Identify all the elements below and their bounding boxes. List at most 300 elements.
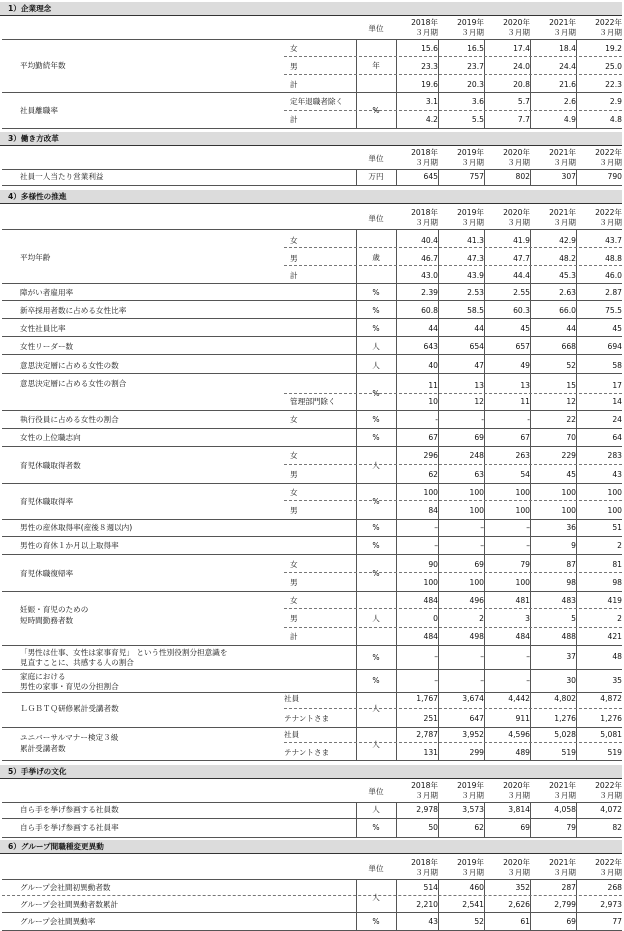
sub-label: 女 [290,415,298,424]
data-value: 100 [561,506,576,515]
row-divider [2,912,622,913]
data-value: 3.6 [471,97,484,106]
data-value: 100 [515,506,530,515]
data-value: 19.6 [421,80,438,89]
data-value: - [435,415,438,424]
row-label: 育児休職取得率 [20,497,74,506]
data-value: 2,210 [416,900,438,909]
data-value: 69 [474,560,484,569]
year-header: 2019年 [457,208,484,217]
unit-header: 単位 [368,154,384,163]
data-value: 657 [515,342,530,351]
data-value: 41.3 [467,236,484,245]
unit-value: % [372,389,380,398]
row-divider [2,669,622,670]
data-value: 100 [515,578,530,587]
sub-label: 女 [290,596,298,605]
data-value: – [434,541,438,550]
data-value: 48.8 [605,254,622,263]
data-value: 802 [515,172,530,181]
data-value: 47.3 [467,254,484,263]
data-value: 100 [469,488,484,497]
data-value: 100 [607,488,622,497]
data-value: 52 [474,917,484,926]
row-divider [284,74,622,75]
data-value: 519 [561,748,576,757]
row-divider [2,837,622,838]
data-value: 98 [612,578,622,587]
row-label: 執行役員に占める女性の割合 [20,415,119,424]
data-value: 483 [561,596,576,605]
data-value: 11 [520,397,530,406]
sub-label: 女 [290,44,298,53]
data-value: 69 [474,433,484,442]
row-divider [284,572,622,573]
unit-value: % [372,676,380,685]
row-divider [2,428,622,429]
data-value: 87 [566,560,576,569]
row-label: 社員一人当たり営業利益 [20,172,104,181]
row-label: 累計受講者数 [20,744,66,753]
year-header: 2018年 [411,858,438,867]
sub-label: 管理部門除く [290,397,336,406]
data-value: 100 [423,488,438,497]
year-header: 2021年 [549,148,576,157]
unit-value: % [372,523,380,532]
section-header: 6）グループ間職種変更異動 [0,840,622,854]
data-value: 2.53 [467,288,484,297]
data-value: 4.2 [425,115,438,124]
data-value: 4,072 [600,805,622,814]
period-header: ３月期 [553,28,576,37]
data-value: 307 [561,172,576,181]
row-divider [284,464,622,465]
data-value: 63 [474,470,484,479]
sub-label: 定年退職者除く [290,97,344,106]
data-value: 4,058 [554,805,576,814]
row-divider [284,608,622,609]
row-divider [284,500,622,501]
sub-label: 男 [290,470,298,479]
data-value: 11 [428,381,438,390]
data-value: 40.4 [421,236,438,245]
data-value: 50 [428,823,438,832]
period-header: ３月期 [599,791,622,800]
data-value: 67 [428,433,438,442]
data-value: 12 [566,397,576,406]
year-header: 2021年 [549,208,576,217]
data-value: 40 [428,361,438,370]
row-label: 女性リーダー数 [20,342,74,351]
data-value: 52 [566,361,576,370]
row-divider [2,895,622,896]
data-value: 30 [566,676,576,685]
data-value: 484 [423,632,438,641]
row-divider [2,519,622,520]
data-value: 20.3 [467,80,484,89]
data-value: 3.1 [425,97,438,106]
data-value: 58 [612,361,622,370]
row-divider [2,818,622,819]
data-value: 643 [423,342,438,351]
period-header: ３月期 [599,218,622,227]
data-value: 299 [469,748,484,757]
data-value: 24.0 [513,62,530,71]
data-value: 100 [607,506,622,515]
row-divider [284,247,622,248]
unit-value: 人 [372,461,380,470]
year-header: 2018年 [411,208,438,217]
row-divider [2,92,622,93]
row-label: 女性社員比率 [20,324,66,333]
data-value: 2.9 [609,97,622,106]
row-label: 短時間勤務者数 [20,616,74,625]
row-divider [2,410,622,411]
data-value: 58.5 [467,306,484,315]
data-value: 100 [515,488,530,497]
data-value: 64 [612,433,622,442]
sub-label: 男 [290,254,298,263]
row-divider [2,554,622,555]
data-value: 484 [515,632,530,641]
data-value: 45 [612,324,622,333]
data-value: 489 [515,748,530,757]
data-value: 23.7 [467,62,484,71]
data-value: 100 [469,578,484,587]
data-value: – [526,541,530,550]
data-value: 7.7 [517,115,530,124]
data-value: – [434,676,438,685]
year-header: 2021年 [549,781,576,790]
row-divider [284,708,622,709]
data-value: 100 [423,578,438,587]
data-value: 62 [474,823,484,832]
data-value: – [434,652,438,661]
unit-value: % [372,917,380,926]
row-divider [2,591,622,592]
year-header: 2020年 [503,858,530,867]
data-value: 16.5 [467,44,484,53]
data-value: 12 [474,397,484,406]
data-value: 69 [566,917,576,926]
year-header: 2018年 [411,781,438,790]
section-header: 5）手挙げの文化 [0,765,622,779]
data-value: 5 [571,614,576,623]
data-value: 70 [566,433,576,442]
row-divider [2,318,622,319]
row-divider [2,645,622,646]
year-header: 2022年 [595,781,622,790]
data-value: 496 [469,596,484,605]
data-value: 43 [428,917,438,926]
year-header: 2019年 [457,18,484,27]
unit-value: 人 [372,361,380,370]
data-value: 24.4 [559,62,576,71]
period-header: ３月期 [599,868,622,877]
unit-header: 単位 [368,787,384,796]
sub-label: 計 [290,115,298,124]
unit-value: 人 [372,805,380,814]
period-header: ３月期 [507,28,530,37]
data-value: 36 [566,523,576,532]
data-value: 519 [607,748,622,757]
data-value: 647 [469,714,484,723]
unit-header: 単位 [368,864,384,873]
sub-label: 女 [290,451,298,460]
data-value: 3,674 [462,694,484,703]
data-value: 44 [474,324,484,333]
period-header: ３月期 [415,868,438,877]
unit-value: 人 [372,893,380,902]
data-value: 2 [479,614,484,623]
data-value: – [480,652,484,661]
data-value: 4.8 [609,115,622,124]
row-divider [2,802,622,803]
data-value: 46.0 [605,271,622,280]
year-header: 2020年 [503,781,530,790]
period-header: ３月期 [461,158,484,167]
sub-label: 男 [290,506,298,515]
period-header: ３月期 [507,218,530,227]
row-label: 男性の育休１か月以上取得率 [20,541,119,550]
data-value: 22 [566,415,576,424]
data-value: 911 [515,714,530,723]
data-value: 79 [520,560,530,569]
data-value: 1,276 [554,714,576,723]
unit-value: % [372,497,380,506]
year-header: 2018年 [411,148,438,157]
row-divider [2,446,622,447]
data-value: 61 [520,917,530,926]
data-value: 44 [566,324,576,333]
data-value: 98 [566,578,576,587]
unit-value: % [372,306,380,315]
data-value: 49 [520,361,530,370]
data-value: 82 [612,823,622,832]
data-value: 79 [566,823,576,832]
period-header: ３月期 [415,158,438,167]
row-label: 育児休職取得者数 [20,461,81,470]
data-value: 42.9 [559,236,576,245]
row-divider [2,300,622,301]
data-value: 287 [561,883,576,892]
data-value: 3 [525,614,530,623]
year-header: 2019年 [457,858,484,867]
data-value: 419 [607,596,622,605]
data-value: 654 [469,342,484,351]
sub-label: 男 [290,614,298,623]
data-value: 60.8 [421,306,438,315]
year-header: 2020年 [503,18,530,27]
unit-value: 万円 [368,172,384,181]
row-label: ユニバーサルマナー検定３級 [20,733,119,742]
data-value: 100 [469,506,484,515]
row-label: グループ会社間異動者数累計 [20,900,119,909]
data-value: 4,596 [508,730,530,739]
row-divider [284,265,622,266]
year-header: 2019年 [457,148,484,157]
row-divider [284,393,622,394]
unit-value: 人 [372,342,380,351]
data-value: 13 [520,381,530,390]
data-value: – [480,523,484,532]
sub-label: 女 [290,560,298,569]
row-divider [2,354,622,355]
data-value: 47 [474,361,484,370]
row-divider [284,110,622,111]
data-value: 268 [607,883,622,892]
row-label: 自ら手を挙げ参画する社員数 [20,805,119,814]
unit-value: 人 [372,740,380,749]
year-header: 2022年 [595,148,622,157]
row-label: 社員離職率 [20,106,58,115]
row-divider [2,483,622,484]
unit-value: 年 [372,61,380,70]
data-value: 75.5 [605,306,622,315]
data-value: 5,081 [600,730,622,739]
period-header: ３月期 [553,868,576,877]
data-value: 481 [515,596,530,605]
year-header: 2020年 [503,208,530,217]
data-value: 44.4 [513,271,530,280]
data-value: 2 [617,541,622,550]
row-label: 意思決定層に占める女性の割合 [20,379,127,388]
data-value: – [480,676,484,685]
row-label: 見直すことに、共感する人の割合 [20,658,134,667]
row-label: 障がい者雇用率 [20,288,74,297]
unit-value: % [372,415,380,424]
row-divider [284,742,622,743]
data-value: 2.87 [605,288,622,297]
data-value: 251 [423,714,438,723]
data-value: 13 [474,381,484,390]
year-header: 2019年 [457,781,484,790]
data-value: - [481,415,484,424]
row-divider [2,373,622,374]
data-value: 5.7 [517,97,530,106]
year-header: 2020年 [503,148,530,157]
period-header: ３月期 [507,868,530,877]
data-value: 2,626 [508,900,530,909]
period-header: ３月期 [461,791,484,800]
row-label: 女性の上位職志向 [20,433,81,442]
year-header: 2022年 [595,18,622,27]
data-value: 757 [469,172,484,181]
row-label: 家庭における [20,672,66,681]
period-header: ３月期 [461,868,484,877]
unit-value: 歳 [372,253,380,262]
data-value: 22.3 [605,80,622,89]
data-value: 46.7 [421,254,438,263]
data-value: 60.3 [513,306,530,315]
data-value: 484 [423,596,438,605]
period-header: ３月期 [461,218,484,227]
row-divider [2,760,622,761]
data-value: 4,802 [554,694,576,703]
year-header: 2018年 [411,18,438,27]
unit-value: 人 [372,704,380,713]
data-value: 69 [520,823,530,832]
data-value: 4,442 [508,694,530,703]
row-divider [2,536,622,537]
data-value: 645 [423,172,438,181]
sub-label: 社員 [284,694,300,703]
data-value: 66.0 [559,306,576,315]
year-header: 2022年 [595,858,622,867]
data-value: 20.8 [513,80,530,89]
data-value: 488 [561,632,576,641]
row-divider [2,128,622,129]
period-header: ３月期 [599,158,622,167]
sub-label: 女 [290,488,298,497]
data-value: 45 [566,470,576,479]
data-value: 9 [571,541,576,550]
data-value: 352 [515,883,530,892]
row-divider [2,39,622,40]
data-value: 10 [428,397,438,406]
period-header: ３月期 [415,791,438,800]
data-value: 248 [469,451,484,460]
data-value: 3,814 [508,805,530,814]
data-value: – [434,523,438,532]
unit-value: % [372,823,380,832]
data-value: 19.2 [605,44,622,53]
row-divider [284,56,622,57]
data-value: 2,978 [416,805,438,814]
data-value: 5.5 [471,115,484,124]
data-value: 81 [612,560,622,569]
row-divider [2,879,622,880]
data-value: 668 [561,342,576,351]
data-value: - [527,415,530,424]
unit-header: 単位 [368,24,384,33]
data-value: 67 [520,433,530,442]
data-value: 15.6 [421,44,438,53]
data-value: 2 [617,614,622,623]
row-label: 平均勤続年数 [20,61,66,70]
data-value: 15 [566,381,576,390]
row-label: 平均年齢 [20,253,51,262]
data-value: 2.6 [563,97,576,106]
data-value: – [480,541,484,550]
year-header: 2021年 [549,18,576,27]
sub-label: 男 [290,62,298,71]
unit-header: 単位 [368,214,384,223]
data-value: 37 [566,652,576,661]
period-header: ３月期 [553,158,576,167]
data-value: 3,952 [462,730,484,739]
row-label: 男性の産休取得率(産後８週以内) [20,523,133,532]
data-value: 4,872 [600,694,622,703]
data-value: 498 [469,632,484,641]
data-value: 17 [612,381,622,390]
row-label: グループ会社間初異動者数 [20,883,111,892]
data-value: 100 [561,488,576,497]
sub-label: 女 [290,236,298,245]
period-header: ３月期 [553,218,576,227]
data-value: – [526,523,530,532]
data-value: 90 [428,560,438,569]
data-value: 48.2 [559,254,576,263]
data-value: 62 [428,470,438,479]
data-value: 2.39 [421,288,438,297]
row-label: 意思決定層に占める女性の数 [20,361,119,370]
data-value: – [526,652,530,661]
row-divider [2,185,622,186]
period-header: ３月期 [599,28,622,37]
row-label: 男性の家事・育児の分担割合 [20,682,119,691]
data-value: 421 [607,632,622,641]
